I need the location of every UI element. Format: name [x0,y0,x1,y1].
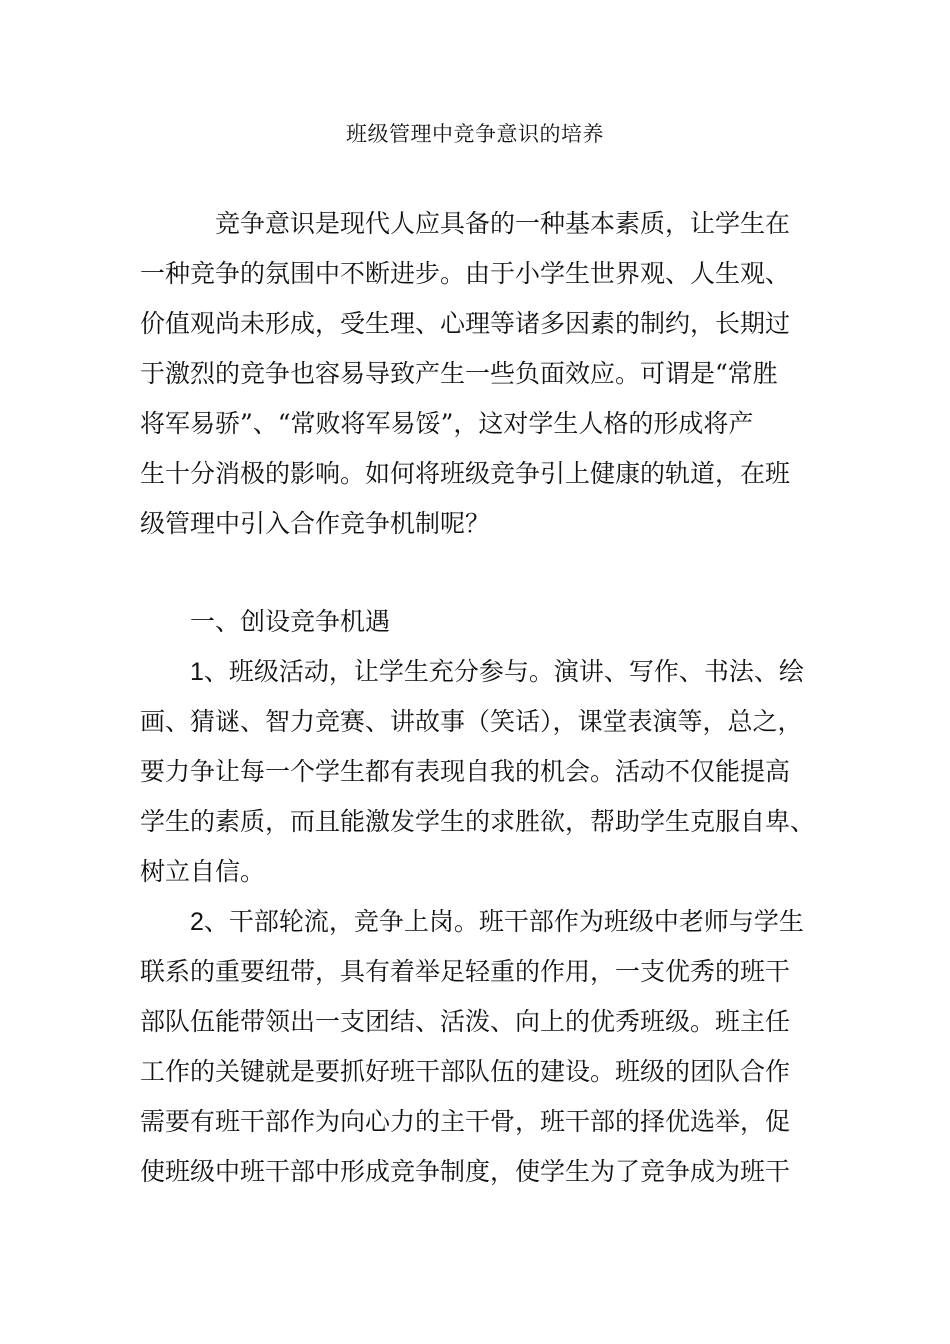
item-1-number: 1 [190,658,204,686]
item-1-line-4: 学生的素质，而且能激发学生的求胜欲，帮助学生克服自卑、 [140,807,816,836]
intro-line-6: 生十分消极的影响。如何将班级竞争引上健康的轨道，在班 [140,459,791,488]
item-1-first-line-text: 、班级活动，让学生充分参与。演讲、写作、书法、绘 [203,657,804,686]
section-heading: 一、创设竞争机遇 [190,607,391,636]
item-1-line-3: 要力争让每一个学生都有表现自我的机会。活动不仅能提高 [140,757,791,786]
item-1-first-line [190,655,804,689]
document-title: 班级管理中竞争意识的培养 [346,122,604,146]
item-2-line-6: 使班级中班干部中形成竞争制度，使学生为了竞争成为班干 [140,1157,791,1186]
item-2-line-4: 工作的关键就是要抓好班干部队伍的建设。班级的团队合作 [140,1057,791,1086]
item-1-line-5: 树立自信。 [140,857,266,886]
intro-line-2: 一种竞争的氛围中不断进步。由于小学生世界观、人生观、 [140,259,791,288]
item-1-line-2: 画、猜谜、智力竞赛、讲故事（笑话），课堂表演等，总之， [140,707,803,736]
intro-line-7: 级管理中引入合作竞争机制呢？ [140,509,491,538]
item-2-line-2: 联系的重要纽带，具有着举足轻重的作用，一支优秀的班干 [140,957,791,986]
item-2-number: 2 [190,908,204,936]
item-2-first-line [190,905,804,939]
item-2-line-5: 需要有班干部作为向心力的主干骨，班干部的择优选举，促 [140,1107,791,1136]
item-2-first-line-text: 、干部轮流，竞争上岗。班干部作为班级中老师与学生 [203,907,804,936]
intro-line-3: 价值观尚未形成，受生理、心理等诸多因素的制约，长期过 [140,309,791,338]
intro-line-1: 竞争意识是现代人应具备的一种基本素质，让学生在 [215,209,791,238]
intro-line-5: 将军易骄”、“常败将军易馁”，这对学生人格的形成将产 [140,409,754,438]
item-2-line-3: 部队伍能带领出一支团结、活泼、向上的优秀班级。班主任 [140,1007,791,1036]
intro-line-4: 于激烈的竞争也容易导致产生一些负面效应。可谓是“常胜 [140,359,778,388]
